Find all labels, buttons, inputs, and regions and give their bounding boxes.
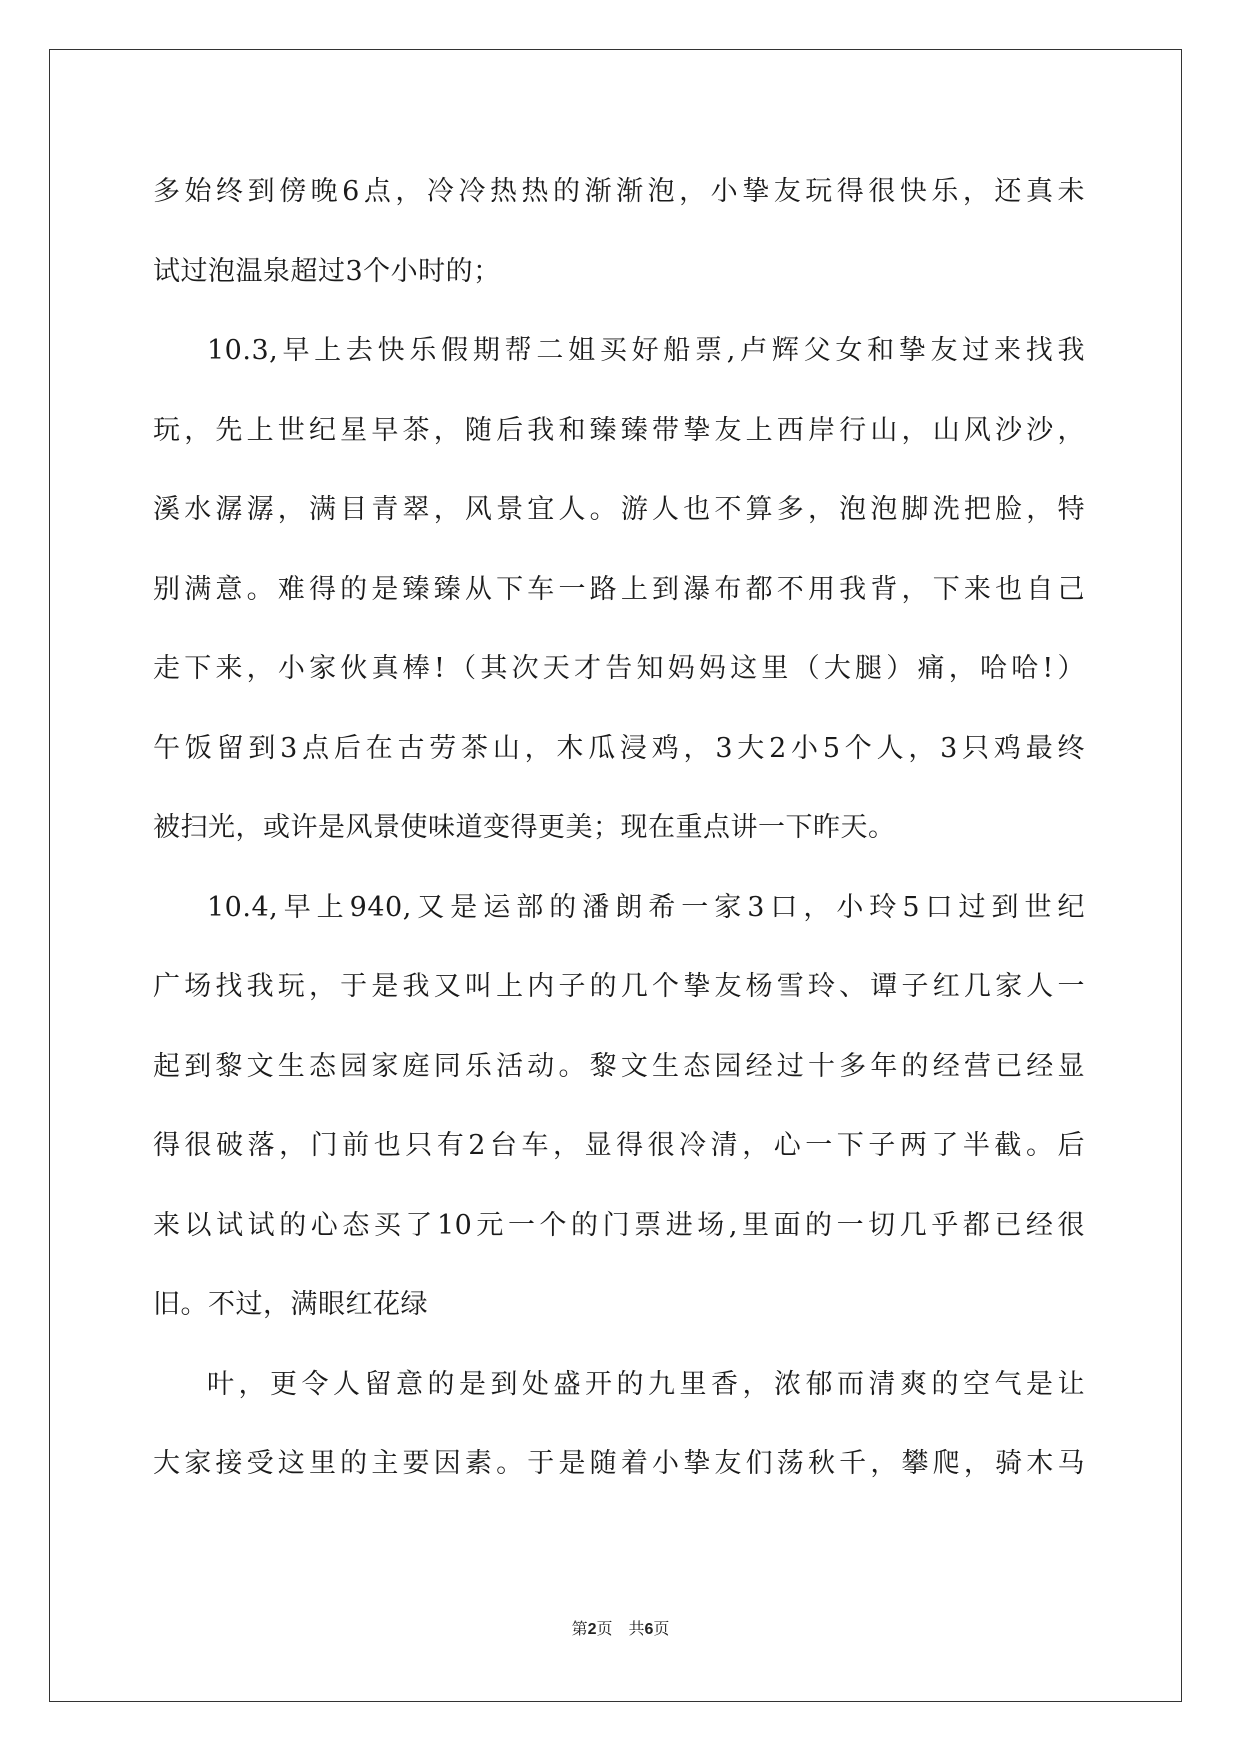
text-line: 起到黎文生态园家庭同乐活动。黎文生态园经过十多年的经营已经显 [153,1050,1085,1082]
footer-mid: 页 共 [596,1619,645,1638]
footer-suffix: 页 [653,1619,670,1638]
text-line: 得很破落，门前也只有2台车，显得很冷清，心一下子两了半截。后 [153,1130,1085,1161]
total-page-count: 6 [644,1621,654,1638]
text-line: 来以试试的心态买了10元一个的门票进场,里面的一切几乎都已经很 [153,1209,1085,1241]
text-line: 广场找我玩，于是我又叫上内子的几个挚友杨雪玲、谭子红几家人一 [153,971,1085,1002]
text-line: 多始终到傍晚6点，冷冷热热的渐渐泡，小挚友玩得很快乐，还真未 [153,176,1085,207]
text-line: 午饭留到3点后在古劳茶山，木瓜浸鸡，3大2小5个人，3只鸡最终 [153,732,1085,764]
text-line: 别满意。难得的是臻臻从下车一路上到瀑布都不用我背，下来也自己 [153,573,1085,605]
text-line: 大家接受这里的主要因素。于是随着小挚友们荡秋千，攀爬，骑木马 [153,1448,1085,1479]
document-body [153,152,1085,1504]
text-line: 叶，更令人留意的是到处盛开的九里香，浓郁而清爽的空气是让 [207,1368,1085,1400]
text-line: 旧。不过，满眼红花绿 [153,1289,428,1320]
text-line: 10.4,早上940,又是运部的潘朗希一家3口，小玲5口过到世纪 [207,891,1085,923]
text-line: 玩，先上世纪星早茶，随后我和臻臻带挚友上西岸行山，山风沙沙， [153,414,1085,446]
text-line: 试过泡温泉超过3个小时的； [153,255,501,287]
footer-prefix: 第 [571,1619,588,1638]
text-line: 走下来，小家伙真棒!（其次天才告知妈妈这里（大腿）痛，哈哈!） [153,653,1085,684]
page-footer [0,1616,1241,1639]
text-line: 10.3,早上去快乐假期帮二姐买好船票,卢辉父女和挚友过来找我 [207,335,1085,366]
text-line: 溪水潺潺，满目青翠，风景宜人。游人也不算多，泡泡脚洗把脸，特 [153,494,1085,525]
text-line: 被扫光，或许是风景使味道变得更美；现在重点讲一下昨天。 [153,812,896,843]
current-page-number: 2 [587,1621,597,1638]
